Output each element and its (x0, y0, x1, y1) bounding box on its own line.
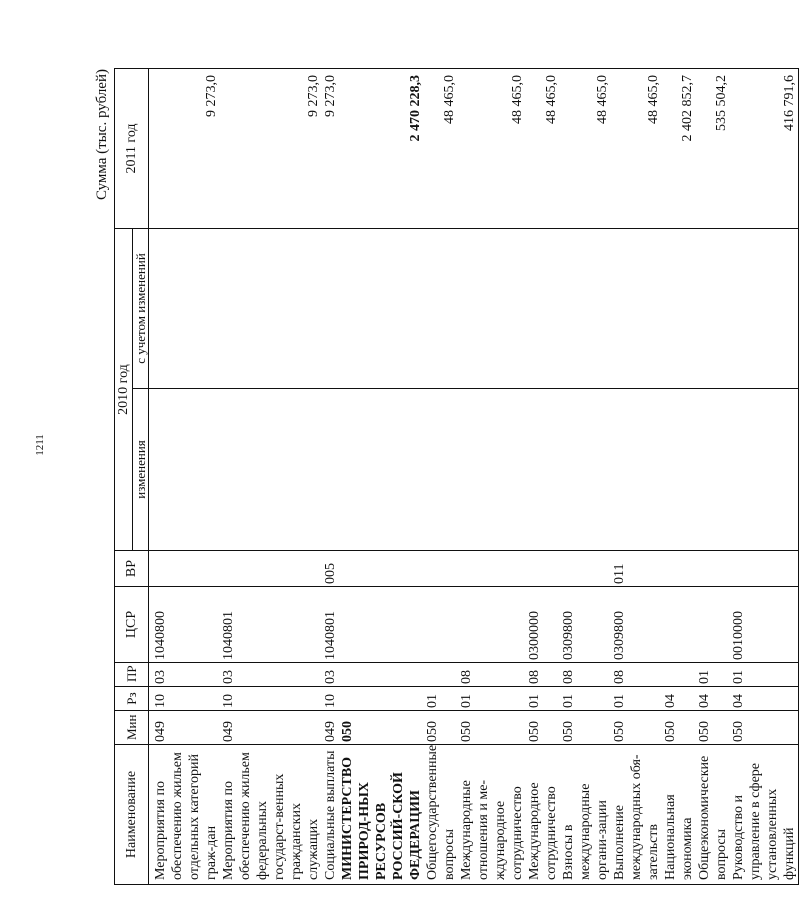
vr-cell (339, 551, 424, 587)
csr-cell (458, 587, 526, 663)
vr-cell (560, 551, 611, 587)
pr-cell: 01 (696, 663, 730, 687)
csr-cell: 0010000 (730, 587, 799, 663)
changes-cell (560, 389, 611, 551)
min-cell: 050 (611, 711, 662, 745)
rz-cell: 04 (662, 687, 696, 711)
csr-cell: 0309800 (560, 587, 611, 663)
min-cell: 050 (526, 711, 560, 745)
rz-cell: 10 (220, 687, 322, 711)
name-cell: Национальная экономика (662, 745, 696, 885)
table-row (526, 69, 560, 885)
with-changes-cell (696, 229, 730, 389)
rz-cell: 04 (696, 687, 730, 711)
pr-cell (424, 663, 458, 687)
header-name: Наименование (115, 745, 149, 885)
amount-2011-cell: 48 465,0 (611, 69, 662, 229)
changes-cell (424, 389, 458, 551)
changes-cell (696, 389, 730, 551)
min-cell: 050 (662, 711, 696, 745)
csr-cell: 0300000 (526, 587, 560, 663)
header-year-2010: 2010 год (115, 229, 133, 551)
min-cell: 049 (149, 711, 221, 745)
csr-cell: 1040801 (322, 587, 339, 663)
table-row (424, 69, 458, 885)
changes-cell (339, 389, 424, 551)
csr-cell: 0309800 (611, 587, 662, 663)
rz-cell: 04 (730, 687, 799, 711)
pr-cell: 03 (322, 663, 339, 687)
min-cell: 050 (424, 711, 458, 745)
amount-2011-cell: 48 465,0 (526, 69, 560, 229)
rz-cell: 10 (322, 687, 339, 711)
amount-2011-cell: 2 470 228,3 (339, 69, 424, 229)
table-row (458, 69, 526, 885)
header-with-changes: с учетом изменений (133, 229, 149, 389)
min-cell: 050 (339, 711, 424, 745)
min-cell: 050 (560, 711, 611, 745)
vr-cell (149, 551, 221, 587)
min-cell: 049 (322, 711, 339, 745)
table-row (149, 69, 221, 885)
vr-cell (696, 551, 730, 587)
page-number: 1211 (34, 434, 46, 456)
with-changes-cell (662, 229, 696, 389)
table-row (696, 69, 730, 885)
name-cell: Международное сотрудничество (526, 745, 560, 885)
table-row (611, 69, 662, 885)
csr-cell (339, 587, 424, 663)
vr-cell: 011 (611, 551, 662, 587)
vr-cell (458, 551, 526, 587)
rz-cell: 01 (458, 687, 526, 711)
table-row (220, 69, 322, 885)
with-changes-cell (458, 229, 526, 389)
with-changes-cell (220, 229, 322, 389)
min-cell: 050 (696, 711, 730, 745)
table-row (339, 69, 424, 885)
min-cell: 049 (220, 711, 322, 745)
changes-cell (149, 389, 221, 551)
csr-cell: 1040800 (149, 587, 221, 663)
with-changes-cell (526, 229, 560, 389)
rotated-budget-page (86, 69, 797, 885)
header-vr: ВР (115, 551, 149, 587)
csr-cell (696, 587, 730, 663)
header-csr: ЦСР (115, 587, 149, 663)
min-cell: 050 (730, 711, 799, 745)
header-pr: ПР (115, 663, 149, 687)
vr-cell (662, 551, 696, 587)
changes-cell (458, 389, 526, 551)
vr-cell (220, 551, 322, 587)
vr-cell (424, 551, 458, 587)
rz-cell: 01 (611, 687, 662, 711)
rz-cell: 01 (526, 687, 560, 711)
pr-cell: 08 (560, 663, 611, 687)
with-changes-cell (339, 229, 424, 389)
amount-2011-cell: 48 465,0 (560, 69, 611, 229)
changes-cell (611, 389, 662, 551)
name-cell: Общеэкономические вопросы (696, 745, 730, 885)
table-row (322, 69, 339, 885)
name-cell: Общегосударственные вопросы (424, 745, 458, 885)
amount-2011-cell: 48 465,0 (424, 69, 458, 229)
table-row (662, 69, 696, 885)
pr-cell: 03 (220, 663, 322, 687)
amount-2011-cell: 9 273,0 (322, 69, 339, 229)
name-cell: Руководство и управление в сфере установленных функций (730, 745, 799, 885)
pr-cell: 08 (458, 663, 526, 687)
rz-cell: 01 (424, 687, 458, 711)
budget-table (114, 68, 799, 885)
changes-cell (526, 389, 560, 551)
pr-cell: 01 (730, 663, 799, 687)
with-changes-cell (424, 229, 458, 389)
csr-cell (424, 587, 458, 663)
changes-cell (730, 389, 799, 551)
name-cell: Выполнение международных обя-зательств (611, 745, 662, 885)
with-changes-cell (560, 229, 611, 389)
csr-cell: 1040801 (220, 587, 322, 663)
with-changes-cell (730, 229, 799, 389)
pr-cell: 08 (611, 663, 662, 687)
rz-cell (339, 687, 424, 711)
name-cell: Международные отношения и ме-ждународное сотрудничество (458, 745, 526, 885)
changes-cell (322, 389, 339, 551)
header-year-2011: 2011 год (115, 69, 149, 229)
amount-2011-cell: 535 504,2 (696, 69, 730, 229)
name-cell: Взносы в международные органи-зации (560, 745, 611, 885)
table-header (115, 69, 149, 885)
pr-cell: 03 (149, 663, 221, 687)
name-cell: МИНИСТЕРСТВО ПРИРОД-НЫХ РЕСУРСОВ РОССИЙ-СКОЙ ФЕДЕРАЦИИ (339, 745, 424, 885)
sum-caption: Сумма (тыс. рублей) (94, 69, 110, 201)
min-cell: 050 (458, 711, 526, 745)
changes-cell (662, 389, 696, 551)
vr-cell: 005 (322, 551, 339, 587)
with-changes-cell (322, 229, 339, 389)
pr-cell (662, 663, 696, 687)
with-changes-cell (149, 229, 221, 389)
amount-2011-cell: 2 402 852,7 (662, 69, 696, 229)
name-cell: Мероприятия по обеспечению жильем федеральных государст-венных гражданских служащих (220, 745, 322, 885)
with-changes-cell (611, 229, 662, 389)
vr-cell (526, 551, 560, 587)
amount-2011-cell: 9 273,0 (220, 69, 322, 229)
table-row (560, 69, 611, 885)
changes-cell (220, 389, 322, 551)
header-min: Мин (115, 711, 149, 745)
pr-cell (339, 663, 424, 687)
rz-cell: 01 (560, 687, 611, 711)
amount-2011-cell: 48 465,0 (458, 69, 526, 229)
vr-cell (730, 551, 799, 587)
csr-cell (662, 587, 696, 663)
rz-cell: 10 (149, 687, 221, 711)
header-rz: Рз (115, 687, 149, 711)
header-changes: изменения (133, 389, 149, 551)
table-row (730, 69, 799, 885)
pr-cell: 08 (526, 663, 560, 687)
name-cell: Социальные выплаты (322, 745, 339, 885)
amount-2011-cell: 416 791,6 (730, 69, 799, 229)
amount-2011-cell: 9 273,0 (149, 69, 221, 229)
name-cell: Мероприятия по обеспечению жильем отдельных категорий граж-дан (149, 745, 221, 885)
table-body (149, 69, 799, 885)
